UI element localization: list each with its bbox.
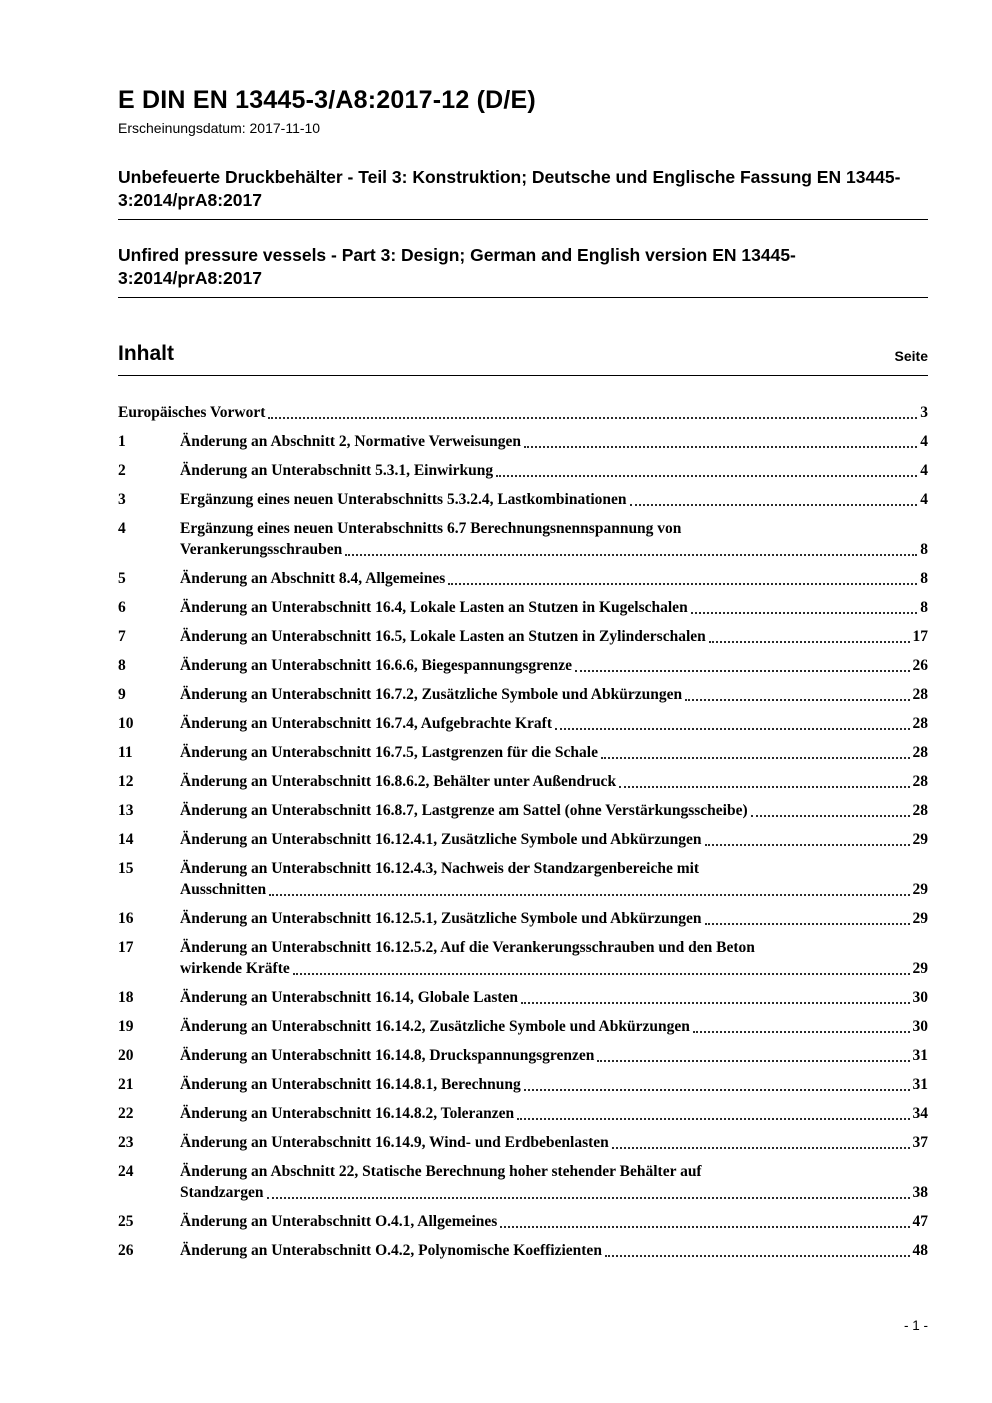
toc-entry-line xyxy=(180,1182,928,1203)
title-english: Unfired pressure vessels - Part 3: Design; German and English version EN 13445-3:2014/prA8:2017 xyxy=(118,244,928,298)
toc-entry[interactable] xyxy=(118,1161,928,1203)
toc-entry-title-continuation[interactable]: Verankerungsschrauben xyxy=(180,541,343,559)
toc-entry[interactable] xyxy=(118,1074,928,1095)
toc-entry[interactable] xyxy=(118,655,928,676)
toc-entry-page-number[interactable]: 29 xyxy=(912,831,928,849)
toc-entry-body xyxy=(180,987,928,1008)
toc-entry[interactable] xyxy=(118,987,928,1008)
toc-entry-body xyxy=(180,1211,928,1232)
toc-entry[interactable] xyxy=(118,460,928,481)
toc-entry-number: 1 xyxy=(118,433,126,451)
toc-entry-title[interactable]: Ergänzung eines neuen Unterabschnitts 6.7 Berechnungsnennspannung von xyxy=(180,520,682,538)
toc-entry-body xyxy=(180,597,928,618)
toc-entry-body xyxy=(180,742,928,763)
toc-entry-title-continuation[interactable]: wirkende Kräfte xyxy=(180,960,290,978)
toc-dot-leader xyxy=(524,446,917,448)
toc-entry-line xyxy=(180,1240,928,1261)
toc-entry-page-number[interactable]: 8 xyxy=(920,541,928,559)
toc-entry-title[interactable]: Änderung an Unterabschnitt 16.7.5, Lastgrenzen für die Schale xyxy=(180,744,598,762)
toc-entry-number: 14 xyxy=(118,831,134,849)
toc-dot-leader xyxy=(575,670,910,672)
toc-entry-page-number[interactable]: 29 xyxy=(912,881,928,899)
toc-entry-number: 18 xyxy=(118,989,134,1007)
toc-entry-line xyxy=(180,1016,928,1037)
toc-entry-body xyxy=(180,460,928,481)
toc-entry-line xyxy=(180,568,928,589)
toc-entry[interactable] xyxy=(118,908,928,929)
toc-entry-body xyxy=(180,829,928,850)
toc-entry-number: 22 xyxy=(118,1105,134,1123)
toc-entry-body xyxy=(180,518,928,560)
toc-dot-leader xyxy=(751,815,910,817)
toc-entry-page-number[interactable]: 30 xyxy=(912,1018,928,1036)
toc-dot-leader xyxy=(612,1147,910,1149)
toc-entry-number: 13 xyxy=(118,802,134,820)
toc-dot-leader xyxy=(709,641,910,643)
toc-entry-body xyxy=(180,568,928,589)
toc-entry-title[interactable]: Europäisches Vorwort xyxy=(118,404,266,422)
toc-dot-leader xyxy=(693,1031,910,1033)
toc-entry-title[interactable]: Ergänzung eines neuen Unterabschnitts 5.3.2.4, Lastkombinationen xyxy=(180,491,627,509)
toc-entry-body xyxy=(180,713,928,734)
toc-entry[interactable] xyxy=(118,597,928,618)
toc-entry[interactable] xyxy=(118,568,928,589)
toc-dot-leader xyxy=(705,923,910,925)
toc-entry[interactable] xyxy=(118,684,928,705)
toc-entry-line xyxy=(180,771,928,792)
toc-list xyxy=(118,402,928,1261)
toc-entry-number: 25 xyxy=(118,1213,134,1231)
toc-entry-page-number[interactable]: 4 xyxy=(920,462,928,480)
toc-entry-title[interactable]: Änderung an Unterabschnitt 16.14.2, Zusätzliche Symbole und Abkürzungen xyxy=(180,1018,690,1036)
toc-dot-leader xyxy=(630,504,918,506)
toc-entry-page-number[interactable]: 8 xyxy=(920,599,928,617)
toc-entry[interactable] xyxy=(118,713,928,734)
footer-page-number: - 1 - xyxy=(903,1318,928,1333)
toc-dot-leader xyxy=(691,612,918,614)
toc-dot-leader xyxy=(685,699,909,701)
toc-entry-title[interactable]: Änderung an Unterabschnitt 16.14, Globale Lasten xyxy=(180,989,519,1007)
toc-entry[interactable] xyxy=(118,1045,928,1066)
toc-entry-title[interactable]: Änderung an Unterabschnitt 16.7.2, Zusätzliche Symbole und Abkürzungen xyxy=(180,686,683,704)
toc-entry-line xyxy=(180,987,928,1008)
toc-entry-number: 17 xyxy=(118,939,134,957)
toc-entry-line xyxy=(180,742,928,763)
toc-dot-leader xyxy=(345,554,917,556)
toc-entry-line xyxy=(180,597,928,618)
toc-entry-body xyxy=(180,1103,928,1124)
toc-entry-number: 7 xyxy=(118,628,126,646)
toc-entry-page-number[interactable]: 38 xyxy=(912,1184,928,1202)
toc-entry-title[interactable]: Änderung an Unterabschnitt 16.5, Lokale Lasten an Stutzen in Zylinderschalen xyxy=(180,628,706,646)
toc-entry-number: 3 xyxy=(118,491,126,509)
toc-entry-title[interactable]: Änderung an Abschnitt 2, Normative Verweisungen xyxy=(180,433,522,451)
toc-entry-title[interactable]: Änderung an Unterabschnitt 16.14.8, Druckspannungsgrenzen xyxy=(180,1047,595,1065)
toc-entry-body xyxy=(180,1132,928,1153)
document-title: E DIN EN 13445-3/A8:2017-12 (D/E) xyxy=(118,86,536,114)
toc-entry-title[interactable]: Änderung an Unterabschnitt 16.8.7, Lastgrenze am Sattel (ohne Verstärkungsscheibe) xyxy=(180,802,748,820)
toc-dot-leader xyxy=(496,475,917,477)
toc-entry-line xyxy=(180,958,928,979)
toc-entry-line xyxy=(180,800,928,821)
toc-entry-body xyxy=(180,908,928,929)
toc-dot-leader xyxy=(521,1002,909,1004)
toc-entry-line xyxy=(180,1045,928,1066)
toc-entry-title[interactable]: Änderung an Unterabschnitt 16.8.6.2, Behälter unter Außendruck xyxy=(180,773,617,791)
toc-entry-title[interactable]: Änderung an Unterabschnitt 16.7.4, Aufgebrachte Kraft xyxy=(180,715,552,733)
toc-entry-body xyxy=(180,431,928,452)
toc-entry-body xyxy=(118,402,928,423)
toc-entry-page-number[interactable]: 34 xyxy=(912,1105,928,1123)
toc-entry-page-number[interactable]: 47 xyxy=(912,1213,928,1231)
toc-entry[interactable] xyxy=(118,771,928,792)
toc-page-column-label: Seite xyxy=(894,348,928,365)
toc-entry-number: 8 xyxy=(118,657,126,675)
toc-entry[interactable] xyxy=(118,489,928,510)
toc-entry-line xyxy=(180,460,928,481)
toc-dot-leader xyxy=(597,1060,909,1062)
toc-entry-page-number[interactable]: 31 xyxy=(912,1047,928,1065)
toc-entry-page-number[interactable]: 28 xyxy=(912,744,928,762)
toc-entry-title[interactable]: Änderung an Abschnitt 22, Statische Berechnung hoher stehender Behälter auf xyxy=(180,1163,702,1181)
toc-entry-page-number[interactable]: 3 xyxy=(920,404,928,422)
toc-entry-page-number[interactable]: 17 xyxy=(912,628,928,646)
toc-entry[interactable] xyxy=(118,800,928,821)
toc-entry-number: 15 xyxy=(118,860,134,878)
toc-entry-number: 26 xyxy=(118,1242,134,1260)
toc-entry-page-number[interactable]: 28 xyxy=(912,715,928,733)
toc-entry-page-number[interactable]: 8 xyxy=(920,570,928,588)
toc-entry-title[interactable]: Änderung an Unterabschnitt 16.4, Lokale Lasten an Stutzen in Kugelschalen xyxy=(180,599,688,617)
toc-entry-body xyxy=(180,858,928,900)
toc-entry-number: 2 xyxy=(118,462,126,480)
toc-entry-number: 10 xyxy=(118,715,134,733)
toc-dot-leader xyxy=(500,1226,909,1228)
toc-entry[interactable] xyxy=(118,518,928,560)
toc-entry-line xyxy=(180,655,928,676)
toc-dot-leader xyxy=(269,894,909,896)
toc-entry-title[interactable]: Änderung an Unterabschnitt 16.6.6, Biegespannungsgrenze xyxy=(180,657,572,675)
toc-entry[interactable] xyxy=(118,431,928,452)
toc-entry-number: 9 xyxy=(118,686,126,704)
toc-entry[interactable] xyxy=(118,1016,928,1037)
toc-entry-body xyxy=(180,489,928,510)
toc-entry[interactable] xyxy=(118,742,928,763)
toc-entry-title[interactable]: Änderung an Unterabschnitt 16.12.5.2, Auf die Verankerungsschrauben und den Beton xyxy=(180,939,755,957)
toc-dot-leader xyxy=(267,1197,910,1199)
document-page xyxy=(118,86,928,1269)
toc-entry-title-continuation[interactable]: Standzargen xyxy=(180,1184,264,1202)
toc-entry-body xyxy=(180,684,928,705)
toc-dot-leader xyxy=(448,583,917,585)
toc-dot-leader xyxy=(517,1118,909,1120)
toc-entry-page-number[interactable]: 4 xyxy=(920,433,928,451)
toc-entry-number: 24 xyxy=(118,1163,134,1181)
toc-header xyxy=(118,342,928,376)
toc-entry-title[interactable]: Änderung an Unterabschnitt 16.12.5.1, Zusätzliche Symbole und Abkürzungen xyxy=(180,910,702,928)
toc-entry-number: 6 xyxy=(118,599,126,617)
toc-entry-title[interactable]: Änderung an Unterabschnitt 16.12.4.3, Nachweis der Standzargenbereiche mit xyxy=(180,860,700,878)
toc-dot-leader xyxy=(605,1255,910,1257)
toc-entry[interactable] xyxy=(118,937,928,979)
toc-entry-page-number[interactable]: 28 xyxy=(912,773,928,791)
toc-entry-body xyxy=(180,800,928,821)
toc-dot-leader xyxy=(524,1089,910,1091)
toc-entry-number: 21 xyxy=(118,1076,134,1094)
toc-entry-line xyxy=(180,908,928,929)
toc-entry-number: 19 xyxy=(118,1018,134,1036)
toc-entry-body xyxy=(180,937,928,979)
toc-entry-line xyxy=(180,626,928,647)
toc-entry[interactable] xyxy=(118,1103,928,1124)
toc-entry-title[interactable]: Änderung an Unterabschnitt 16.14.8.1, Berechnung xyxy=(180,1076,521,1094)
toc-entry-page-number[interactable]: 28 xyxy=(912,686,928,704)
toc-entry-number: 23 xyxy=(118,1134,134,1152)
toc-entry-body xyxy=(180,1074,928,1095)
toc-entry-page-number[interactable]: 29 xyxy=(912,960,928,978)
toc-entry-page-number[interactable]: 31 xyxy=(912,1076,928,1094)
toc-entry-title[interactable]: Änderung an Unterabschnitt O.4.1, Allgemeines xyxy=(180,1213,498,1231)
toc-entry-body xyxy=(180,655,928,676)
toc-entry-number: 20 xyxy=(118,1047,134,1065)
toc-dot-leader xyxy=(293,973,910,975)
toc-entry-line xyxy=(180,684,928,705)
toc-entry-number: 11 xyxy=(118,744,133,762)
toc-entry-number: 16 xyxy=(118,910,134,928)
toc-entry-line xyxy=(180,489,928,510)
title-german: Unbefeuerte Druckbehälter - Teil 3: Konstruktion; Deutsche und Englische Fassung EN 13445-3:2014/prA8:2017 xyxy=(118,166,928,220)
toc-entry-title[interactable]: Änderung an Unterabschnitt O.4.2, Polynomische Koeffizienten xyxy=(180,1242,602,1260)
toc-entry-page-number[interactable]: 29 xyxy=(912,910,928,928)
toc-entry-page-number[interactable]: 26 xyxy=(912,657,928,675)
toc-entry[interactable] xyxy=(118,626,928,647)
toc-entry-line xyxy=(180,431,928,452)
toc-entry-number: 5 xyxy=(118,570,126,588)
toc-entry-body xyxy=(180,1045,928,1066)
toc-entry-page-number[interactable]: 30 xyxy=(912,989,928,1007)
toc-entry-body xyxy=(180,1016,928,1037)
toc-entry-title[interactable]: Änderung an Unterabschnitt 16.14.9, Wind- und Erdbebenlasten xyxy=(180,1134,609,1152)
toc-entry-title[interactable]: Änderung an Abschnitt 8.4, Allgemeines xyxy=(180,570,446,588)
toc-entry-line xyxy=(180,1132,928,1153)
toc-entry-page-number[interactable]: 28 xyxy=(912,802,928,820)
toc-entry-page-number[interactable]: 37 xyxy=(912,1134,928,1152)
toc-entry-title[interactable]: Änderung an Unterabschnitt 16.14.8.2, Toleranzen xyxy=(180,1105,515,1123)
toc-entry[interactable] xyxy=(118,858,928,900)
toc-entry[interactable] xyxy=(118,829,928,850)
toc-entry[interactable] xyxy=(118,1240,928,1261)
toc-entry-body xyxy=(180,1240,928,1261)
toc-entry-body xyxy=(180,626,928,647)
toc-entry-number: 12 xyxy=(118,773,134,791)
toc-entry[interactable] xyxy=(118,1211,928,1232)
toc-entry-title-continuation[interactable]: Ausschnitten xyxy=(180,881,267,899)
toc-entry-title[interactable]: Änderung an Unterabschnitt 5.3.1, Einwirkung xyxy=(180,462,494,480)
toc-dot-leader xyxy=(555,728,910,730)
toc-entry-line xyxy=(118,402,928,423)
toc-dot-leader xyxy=(705,844,910,846)
toc-entry-line xyxy=(180,829,928,850)
toc-entry-line xyxy=(180,879,928,900)
toc-entry-line xyxy=(180,1211,928,1232)
toc-heading: Inhalt xyxy=(118,342,174,366)
toc-entry-page-number[interactable]: 4 xyxy=(920,491,928,509)
toc-entry-line xyxy=(180,539,928,560)
toc-entry-line xyxy=(180,1103,928,1124)
toc-entry-line xyxy=(180,713,928,734)
toc-dot-leader xyxy=(601,757,910,759)
toc-entry[interactable] xyxy=(118,1132,928,1153)
toc-entry-title[interactable]: Änderung an Unterabschnitt 16.12.4.1, Zusätzliche Symbole und Abkürzungen xyxy=(180,831,702,849)
toc-entry-page-number[interactable]: 48 xyxy=(912,1242,928,1260)
toc-entry[interactable] xyxy=(118,402,928,423)
toc-entry-body xyxy=(180,771,928,792)
toc-dot-leader xyxy=(619,786,909,788)
release-date: Erscheinungsdatum: 2017-11-10 xyxy=(118,120,321,136)
toc-dot-leader xyxy=(268,417,917,419)
toc-entry-body xyxy=(180,1161,928,1203)
toc-entry-number: 4 xyxy=(118,520,126,538)
toc-entry-line xyxy=(180,1074,928,1095)
